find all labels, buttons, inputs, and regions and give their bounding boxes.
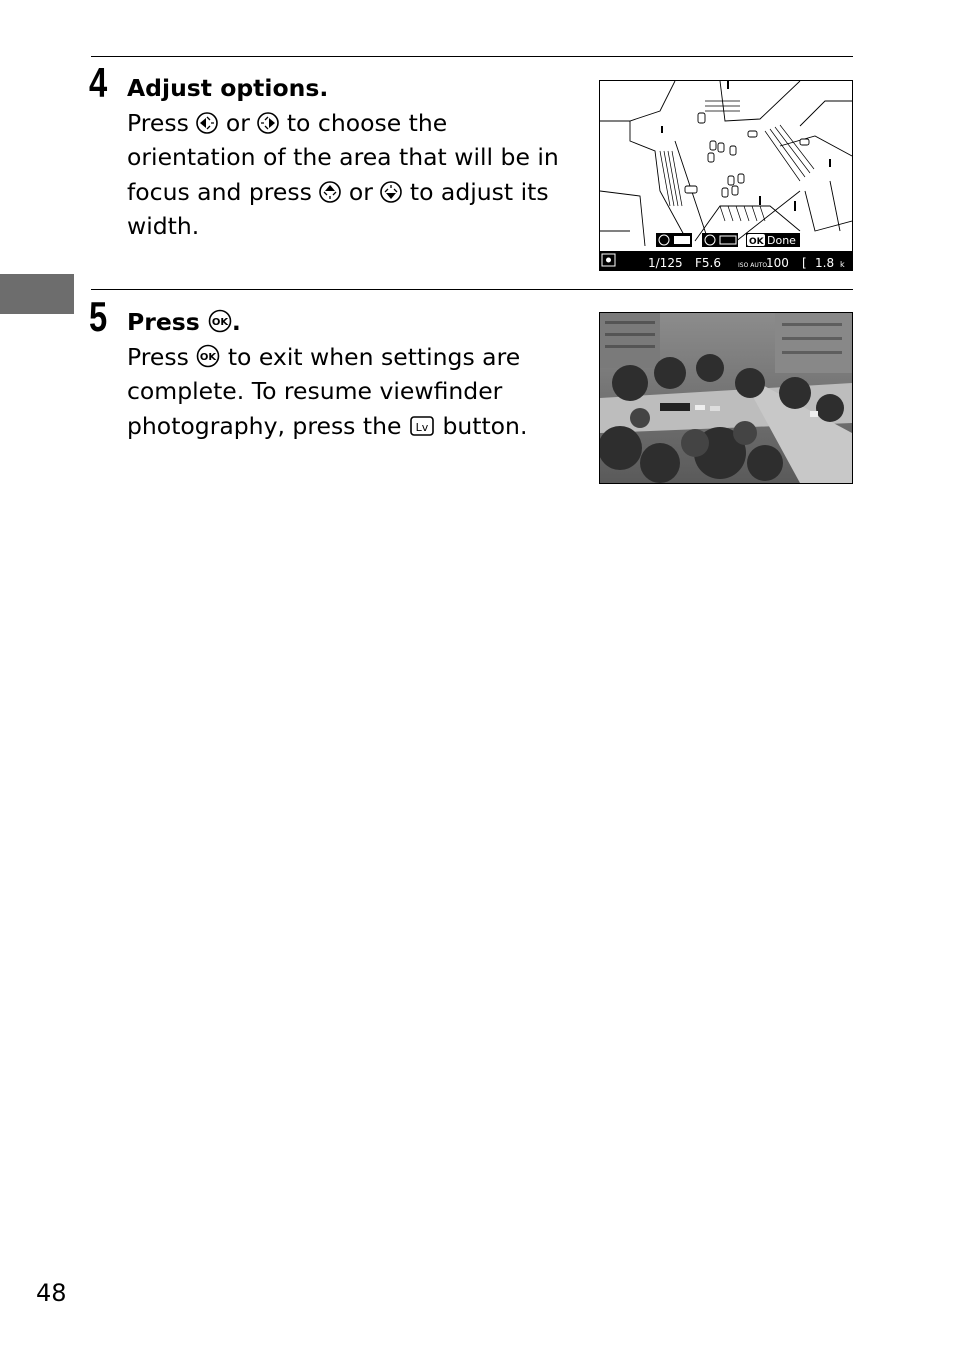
ok-button-icon <box>208 309 232 333</box>
miniature-effect-photo <box>599 312 853 484</box>
svg-text:OK: OK <box>200 351 217 363</box>
svg-text:Lv: Lv <box>415 420 429 434</box>
svg-text:1.8: 1.8 <box>815 256 835 270</box>
step-title: Adjust options. <box>127 74 329 102</box>
step-line: Press or to choose the <box>127 108 448 137</box>
page-number: 48 <box>36 1279 67 1307</box>
step-line: photography, press the Lv button. <box>127 411 528 440</box>
step-line: width. <box>127 212 200 240</box>
live-view-screen-illustration <box>599 80 853 271</box>
multi-selector-right-icon <box>257 112 279 134</box>
ok-button-icon <box>196 344 220 368</box>
live-view-button-icon <box>409 415 435 437</box>
svg-text:Done: Done <box>767 234 796 247</box>
step-5-text <box>127 305 572 443</box>
top-rule <box>91 56 853 57</box>
svg-text:ISO AUTO: ISO AUTO <box>738 262 768 269</box>
step-title: Press OK . <box>127 308 241 336</box>
step-number: 5 <box>89 293 108 340</box>
svg-text:OK: OK <box>749 237 764 247</box>
multi-selector-down-icon <box>380 181 402 203</box>
multi-selector-left-icon <box>196 112 218 134</box>
step-divider-rule <box>91 289 853 290</box>
step-line: Press OK to exit when settings are <box>127 342 521 371</box>
svg-text:OK: OK <box>211 317 229 328</box>
svg-text:100: 100 <box>766 256 789 270</box>
step-4-text <box>127 71 572 244</box>
section-tab <box>0 274 74 314</box>
aerial-plaza-photo <box>600 313 852 483</box>
intersection-line-drawing <box>600 81 852 270</box>
svg-text:[: [ <box>802 256 807 270</box>
multi-selector-up-icon <box>319 181 341 203</box>
svg-text:k: k <box>840 260 845 269</box>
step-line: complete. To resume viewfinder <box>127 377 503 405</box>
step-line: orientation of the area that will be in <box>127 143 559 171</box>
svg-text:1/125: 1/125 <box>648 256 683 270</box>
step-number: 4 <box>89 59 108 106</box>
svg-text:F5.6: F5.6 <box>695 256 721 270</box>
step-line: focus and press or to adjust its <box>127 177 549 206</box>
